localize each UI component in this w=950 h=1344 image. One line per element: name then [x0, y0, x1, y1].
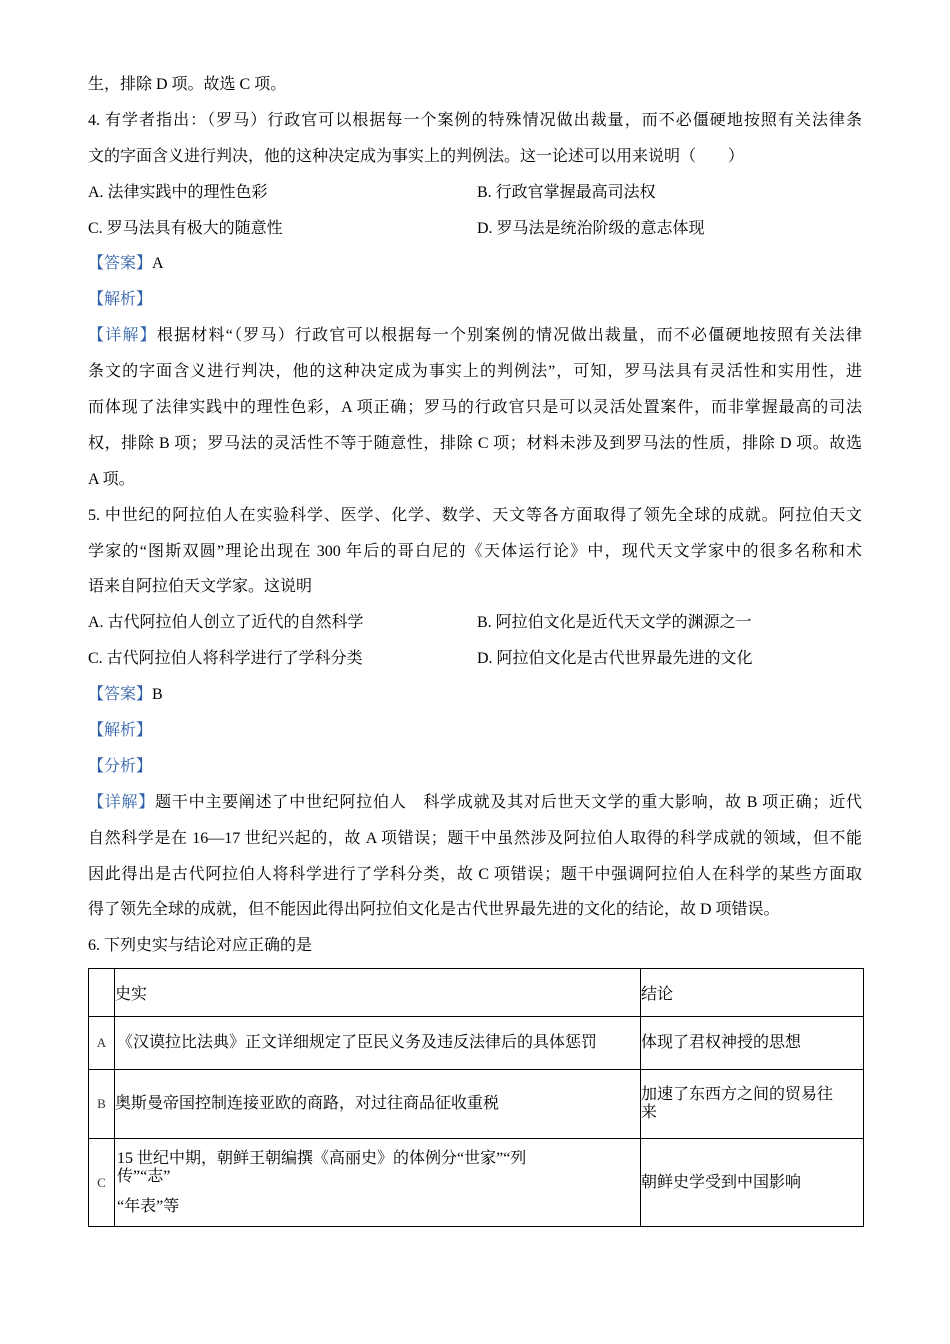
q4-detail-line: 条文的字面含义进行判决，他的这种决定成为事实上的判例法”，可知，罗马法具有灵活性和实用性，进: [88, 363, 862, 381]
detail-label: 【详解】: [88, 793, 156, 811]
fact-cell: [115, 1017, 641, 1070]
fact-cell: [115, 1139, 641, 1227]
q5-detail-line: 自然科学是在 16—17 世纪兴起的，故 A 项错误；题干中虽然涉及阿拉伯人取得的科学成就的领域，但不能: [88, 829, 862, 847]
q5-breakdown-label: 【分析】: [88, 757, 153, 775]
q5-option-c: C. 古代阿拉伯人将科学进行了学科分类: [88, 650, 363, 668]
q6-stem: 6. 下列史实与结论对应正确的是: [88, 937, 313, 955]
conclusion-cell: [641, 1017, 864, 1070]
table-header-cell-empty: [89, 969, 115, 1017]
conclusion-line: 朝鲜史学受到中国影响: [641, 1173, 802, 1191]
q4-analysis-label: 【解析】: [88, 291, 153, 309]
q5-option-d: D. 阿拉伯文化是古代世界最先进的文化: [477, 650, 753, 668]
q4-option-a: A. 法律实践中的理性色彩: [88, 183, 268, 201]
fact-line: 《汉谟拉比法典》正文详细规定了臣民义务及违反法律后的具体惩罚: [117, 1034, 598, 1052]
q5-stem-line: 学家的“图斯双圆”理论出现在 300 年后的哥白尼的《天体运行论》中，现代天文学家中的很多名称和术: [88, 542, 862, 560]
detail-text: 根据材料“（罗马）行政官可以根据每一个别案例的情况做出裁量，而不必僵硬地按照有关法律: [156, 327, 862, 345]
fact-line: 奥斯曼帝国控制连接亚欧的商路，对过往商品征收重税: [115, 1095, 500, 1113]
q5-stem-line: 语来自阿拉伯天文学家。这说明: [88, 578, 313, 596]
fact-cell: [115, 1070, 641, 1139]
conclusion-line: 来: [641, 1104, 658, 1122]
table-row: [89, 1017, 864, 1070]
answer-value: B: [152, 686, 163, 704]
conclusion-line: 体现了君权神授的思想: [641, 1034, 802, 1052]
fact-line: “年表”等: [117, 1197, 180, 1215]
q5-options-row: [88, 641, 862, 677]
q5-detail-line: 因此得出是古代阿拉伯人将科学进行了学科分类，故 C 项错误；题干中强调阿拉伯人在科学的某些方面取: [88, 865, 862, 883]
q5-detail-line: 得了领先全球的成就，但不能因此得出阿拉伯文化是古代世界最先进的文化的结论，故 D 项错误。: [88, 901, 780, 919]
q4-detail-line: 权，排除 B 项；罗马法的灵活性不等于随意性，排除 C 项；材料未涉及到罗马法的性质，排除 D 项。故选: [88, 434, 862, 452]
row-id-cell: B: [89, 1070, 115, 1139]
detail-label: 【详解】: [88, 327, 157, 345]
q5-answer: [88, 677, 862, 713]
page-content: [88, 67, 862, 1227]
q5-options-row: [88, 605, 862, 641]
q5-detail-line: [88, 785, 862, 821]
table-header-row: [89, 969, 864, 1017]
q4-options-row: [88, 211, 862, 247]
fact-line: 传”“志”: [117, 1167, 171, 1185]
q4-stem-line: 4. 有学者指出：（罗马）行政官可以根据每一个案例的特殊情况做出裁量，而不必僵硬地按照有关法律条: [88, 111, 862, 129]
detail-text: 题干中主要阐述了中世纪阿拉伯人 科学成就及其对后世天文学的重大影响，故 B 项正确；近代: [155, 793, 862, 811]
table-row: [89, 1070, 864, 1139]
q4-detail-line: [88, 318, 862, 354]
answer-value: A: [152, 255, 164, 273]
answer-label: 【答案】: [88, 255, 153, 273]
table-header-cell: 结论: [641, 969, 864, 1017]
table-row: [89, 1139, 864, 1227]
q4-option-d: D. 罗马法是统治阶级的意志体现: [477, 219, 705, 237]
q4-answer: [88, 246, 862, 282]
row-id-cell: A: [89, 1017, 115, 1070]
q4-option-b: B. 行政官掌握最高司法权: [477, 183, 656, 201]
history-facts-table: [88, 968, 864, 1227]
q5-stem-line: 5. 中世纪的阿拉伯人在实验科学、医学、化学、数学、天文等各方面取得了领先全球的成就。阿拉伯天文: [88, 506, 862, 524]
q5-option-a: A. 古代阿拉伯人创立了近代的自然科学: [88, 614, 364, 632]
conclusion-line: 加速了东西方之间的贸易往: [641, 1086, 834, 1104]
q5-analysis-label: 【解析】: [88, 722, 153, 740]
q5-option-b: B. 阿拉伯文化是近代天文学的渊源之一: [477, 614, 752, 632]
q3-answer-tail: 生，排除 D 项。故选 C 项。: [88, 76, 287, 93]
q4-detail-line: A 项。: [88, 470, 135, 488]
answer-label: 【答案】: [88, 686, 153, 704]
conclusion-cell: [641, 1139, 864, 1227]
conclusion-cell: [641, 1070, 864, 1139]
q4-option-c: C. 罗马法具有极大的随意性: [88, 219, 283, 237]
fact-line: 15 世纪中期，朝鲜王朝编撰《高丽史》的体例分“世家”“列: [117, 1149, 527, 1167]
q4-options-row: [88, 175, 862, 211]
row-id-cell: C: [89, 1139, 115, 1227]
q4-stem-line: 文的字面含义进行判决，他的这种决定成为事实上的判例法。这一论述可以用来说明（ ）: [88, 147, 745, 165]
q4-detail-line: 而体现了法律实践中的理性色彩，A 项正确；罗马的行政官只是可以灵活处置案件，而非掌握最高的司法: [88, 399, 862, 417]
table-header-cell: 史实: [115, 969, 641, 1017]
